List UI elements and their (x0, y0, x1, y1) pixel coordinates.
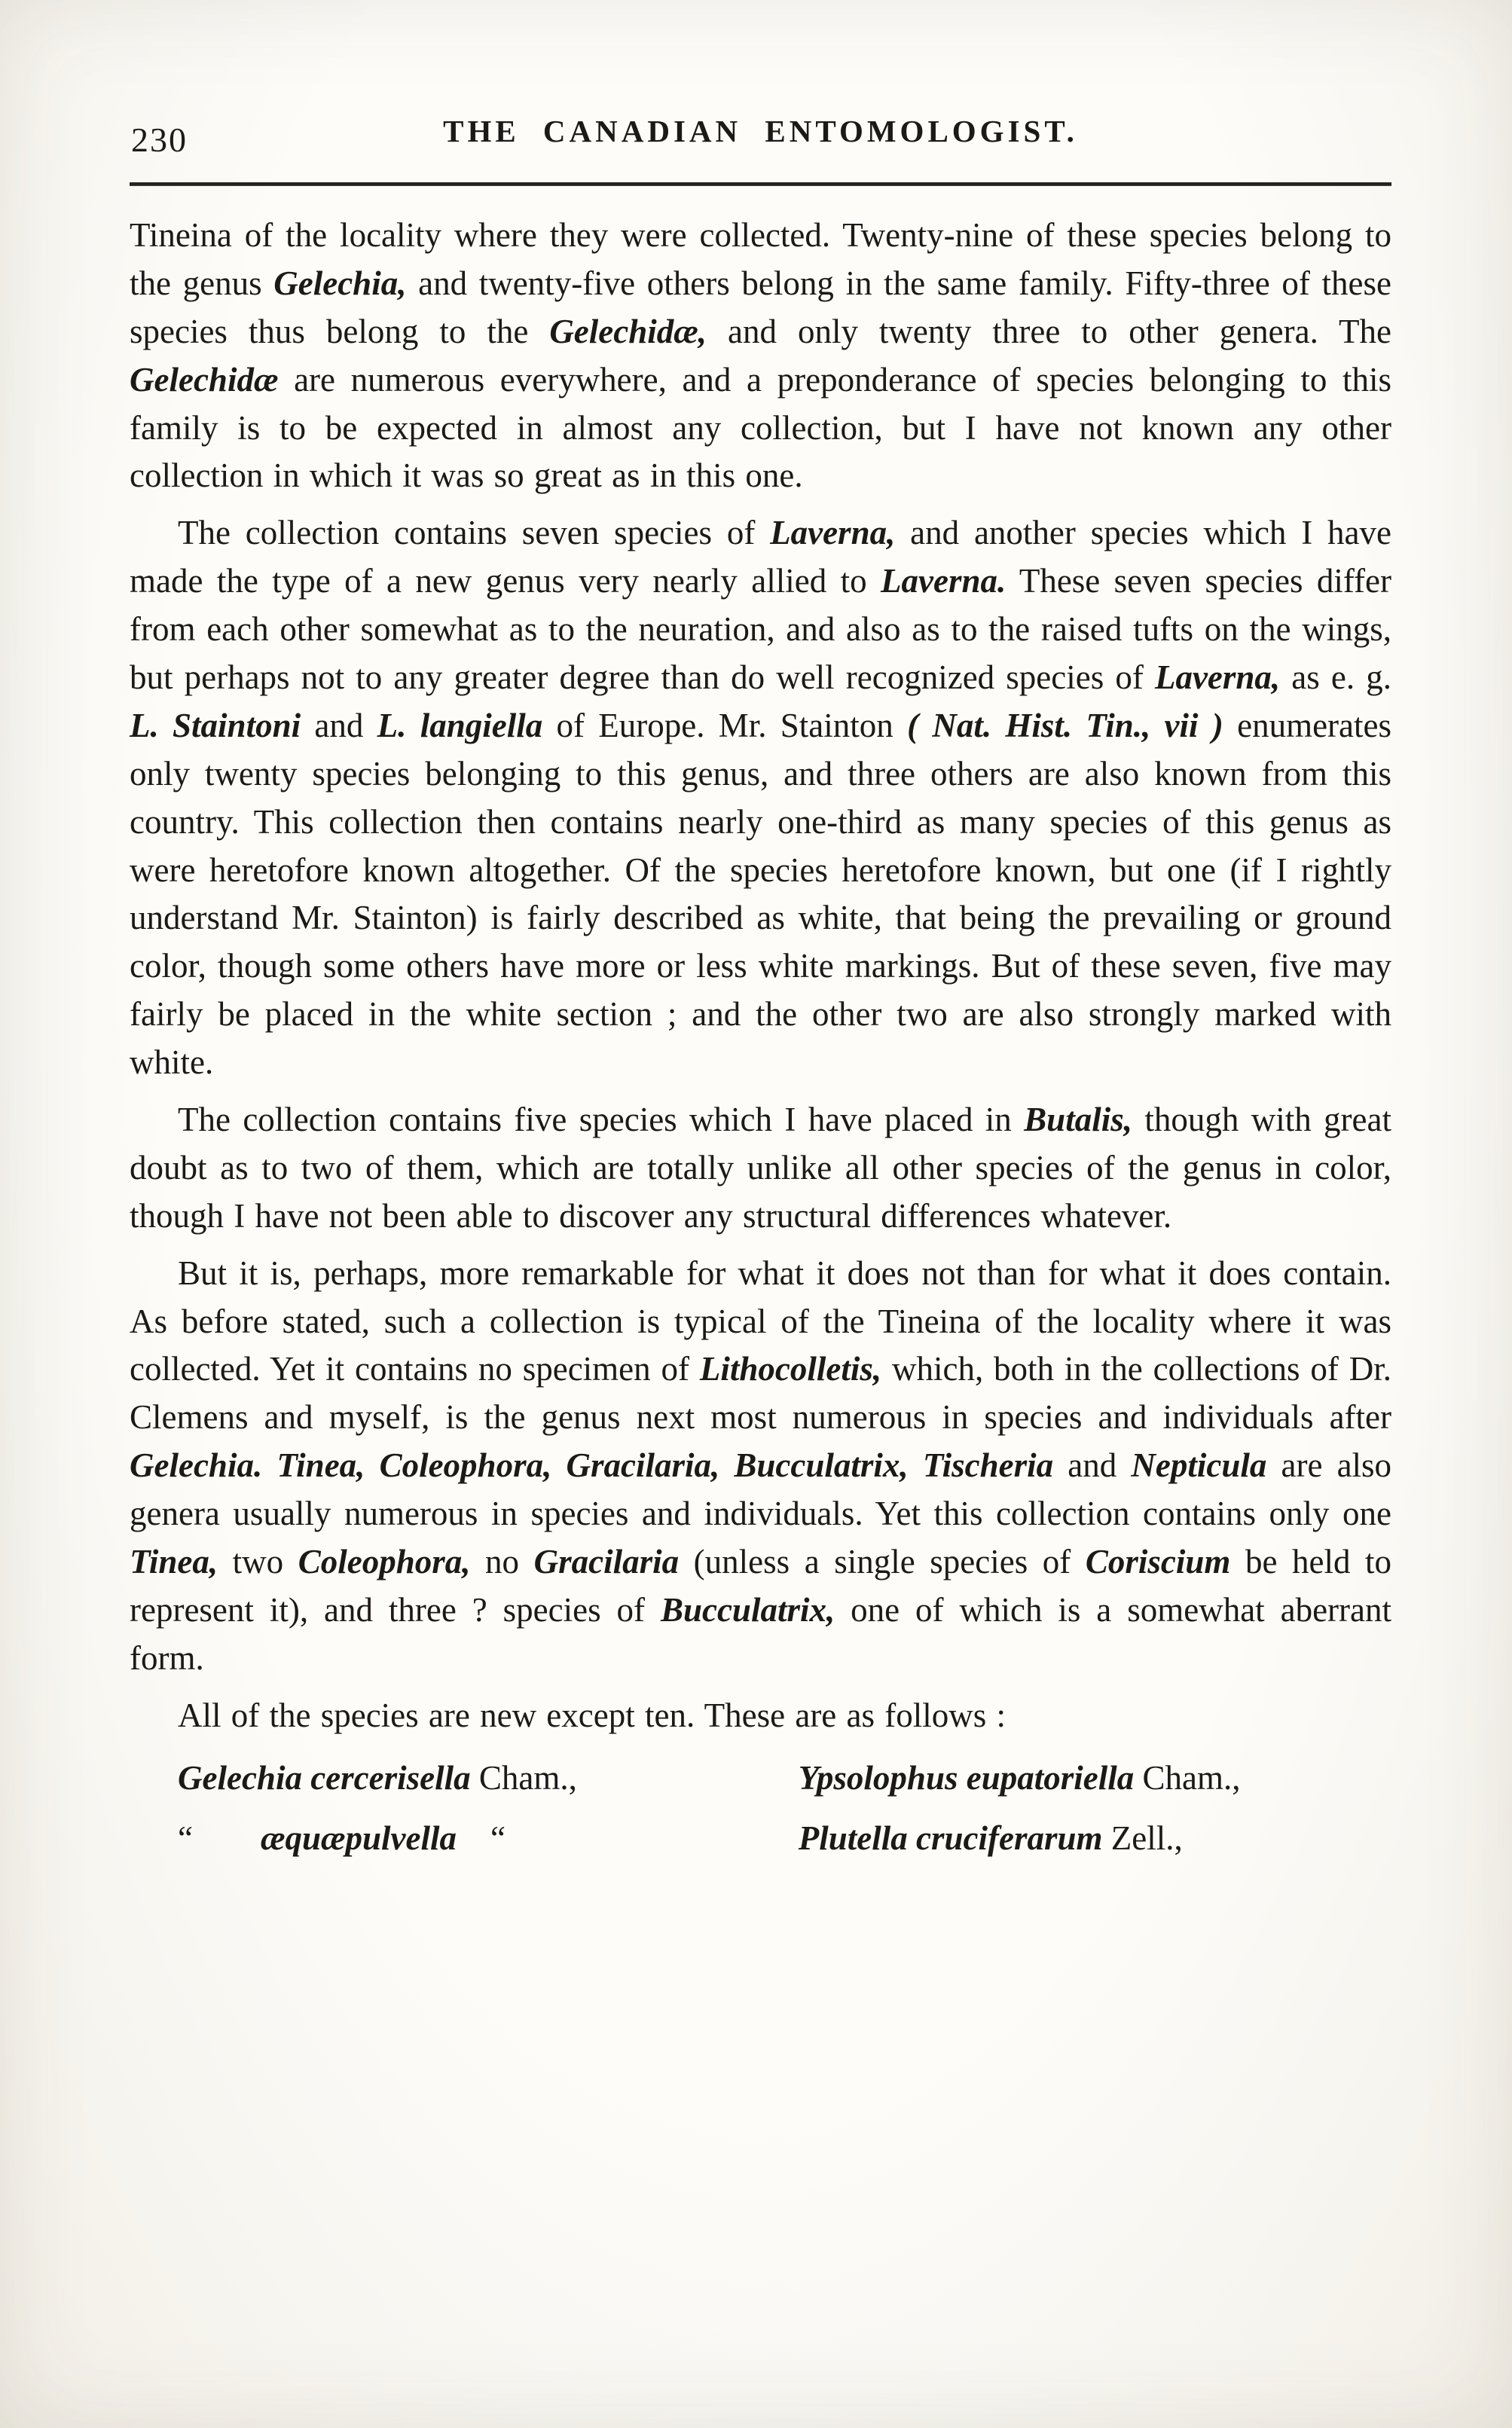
species-column-right (799, 1755, 1391, 1877)
paragraph-new-species-intro: All of the species are new except ten. These are as follows : (178, 1696, 1006, 1734)
header-rule (130, 182, 1391, 186)
paragraph-missing-genera: But it is, perhaps, more remarkable for what it does not than for what it does contain. As before stated, such a collection is typical of the Tineina of the locality where it was collected. Yet it contains no specimen of Lithocolletis, which, both in the collections of Dr. Clemens and myself, is the genus next most numerous in species and individuals after Gelechia. Tinea, Coleophora, Gracilaria, Bucculatrix, Tischeria and Nepticula are also genera usually numerous in species and individuals. Yet this collection contains only one Tinea, two Coleophora, no Gracilaria (unless a single species of Coriscium be held to represent it), and three ? species of Bucculatrix, one of which is a somewhat aberrant form. (130, 1254, 1392, 1677)
journal-title: THE CANADIAN ENTOMOLOGIST. (443, 114, 1078, 148)
page-header (130, 113, 1391, 160)
paragraph-tineina-continuation: Tineina of the locality where they were collected. Twenty-nine of these species belong to the genus Gelechia, and twenty-five others belong in the same family. Fifty-three of these species thus belong to the Gelechidæ, and only twenty three to other genera. The Gelechidæ are numerous everywhere, and a preponderance of species belonging to this family is to be expected in almost any collection, but I have not known any other collection in which it was so great as in this one. (130, 216, 1391, 495)
species-entry-gelechia-cercerisella: Gelechia cercerisella Cham., (178, 1758, 577, 1797)
page-number: 230 (131, 121, 188, 159)
species-entry-ypsolophus-eupatoriella: Ypsolophus eupatoriella Cham., (798, 1758, 1241, 1797)
species-entry-plutella-cruciferarum: Plutella cruciferarum Zell., (798, 1819, 1183, 1858)
species-entry-aequaepulvella: “ æquæpulvella “ (178, 1819, 506, 1858)
species-column-left (130, 1755, 799, 1877)
species-list (130, 1755, 1391, 1877)
paragraph-laverna: The collection contains seven species of Laverna, and another species which I have made the type of a new genus very nearly allied to Laverna. These seven species differ from each other somewhat as to the neuration, and also as to the raised tufts on the wings, but perhaps not to any greater degree than do well recognized species of Laverna, as e. g. L. Staintoni and L. langiella of Europe. Mr. Stainton ( Nat. Hist. Tin., vii ) enumerates only twenty species belonging to this genus, and three others are also known from this country. This collection then contains nearly one-third as many species of this genus as were heretofore known altogether. Of the species heretofore known, but one (if I rightly understand Mr. Stainton) is fairly described as white, that being the prevailing or ground color, though some others have more or less white markings. But of these seven, five may fairly be placed in the white section ; and the other two are also strongly marked with white. (130, 514, 1391, 1082)
article-body (130, 212, 1391, 1877)
paragraph-butalis: The collection contains five species which I have placed in Butalis, though with great doubt as to two of them, which are totally unlike all other species of the genus in color, though I have not been able to discover any structural differences whatever. (130, 1101, 1391, 1235)
